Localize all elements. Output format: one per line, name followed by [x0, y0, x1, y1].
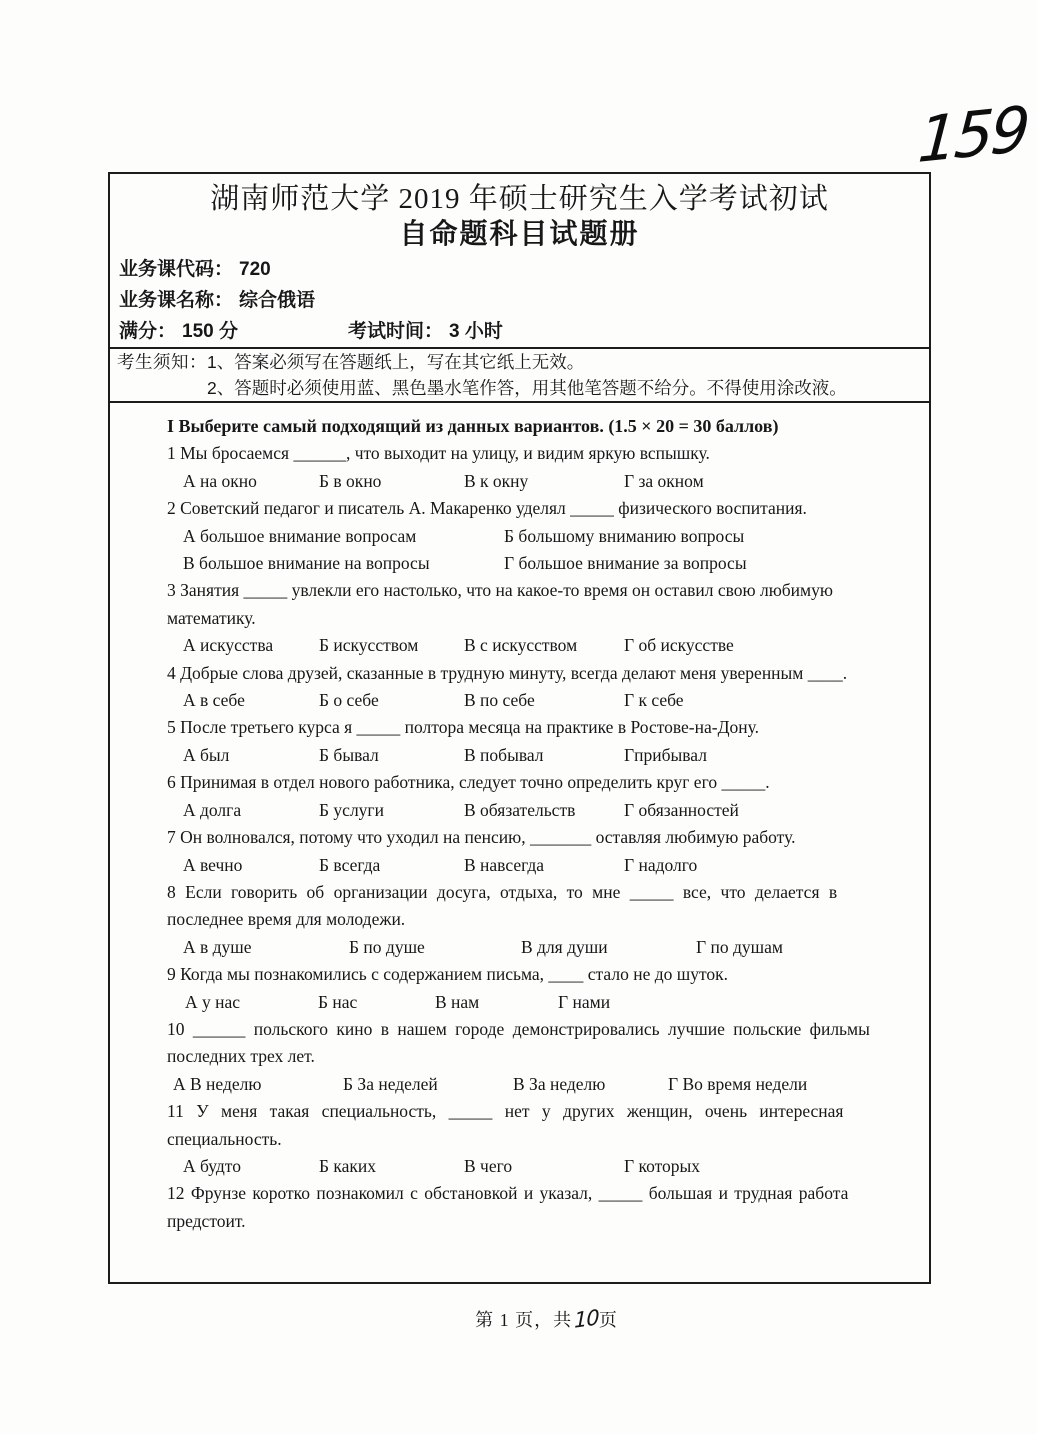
- candidate-notice-block: [110, 349, 929, 401]
- question-3-options: [167, 632, 903, 659]
- question-12-text-continued: предстоит.: [167, 1210, 246, 1231]
- course-name-label: 业务课名称：: [119, 290, 234, 311]
- page-number-prefix: 第 1 页，共: [475, 1310, 573, 1330]
- question-6: [167, 769, 903, 824]
- notice-line-1: [117, 349, 929, 375]
- question-1-text: 1 Мы бросаемся ______, что выходит на улицу, и видим яркую вспышку.: [167, 443, 710, 464]
- question-8-options: [167, 934, 903, 961]
- option-g: Г об искусстве: [624, 635, 734, 656]
- option-g: Г к себе: [624, 690, 684, 711]
- handwritten-total-pages: 10: [574, 1305, 599, 1333]
- page-number-line: [475, 1306, 618, 1332]
- question-3: [167, 577, 903, 659]
- option-a: А в себе: [183, 690, 245, 711]
- option-a: А в душе: [183, 936, 252, 957]
- question-8-text-continued: последнее время для молодежи.: [167, 909, 406, 930]
- option-b: Б За неделей: [343, 1073, 438, 1094]
- page-footer: [0, 1306, 1037, 1332]
- exam-time-value: 3 小时: [449, 321, 503, 342]
- question-4: [167, 660, 903, 715]
- question-11-text-continued: специальность.: [167, 1128, 282, 1149]
- option-v: В чего: [464, 1155, 513, 1176]
- option-a: А искусства: [183, 635, 274, 656]
- exam-title: 湖南师范大学 2019 年硕士研究生入学考试初试: [210, 183, 829, 215]
- exam-meta-block: [110, 254, 929, 347]
- question-2-text: 2 Советский педагог и писатель А. Макаренко уделял _____ физического воспитания.: [167, 498, 807, 519]
- exam-subtitle: 自命题科目试题册: [399, 218, 640, 249]
- option-g: Г большое внимание за вопросы: [504, 553, 747, 574]
- option-v: В обязательств: [464, 799, 576, 820]
- option-a: А будто: [183, 1155, 241, 1176]
- option-g: Г которых: [624, 1155, 701, 1176]
- question-4-text: 4 Добрые слова друзей, сказанные в трудную минуту, всегда делают меня уверенным ____.: [167, 662, 848, 683]
- question-10-text-continued: последних трех лет.: [167, 1046, 315, 1067]
- question-9: [167, 961, 903, 1016]
- option-b: Б большому вниманию вопросы: [504, 525, 745, 546]
- option-g: Г нами: [558, 991, 611, 1012]
- option-v: В навсегда: [464, 854, 545, 875]
- question-7-text: 7 Он волновался, потому что уходил на пенсию, _______ оставляя любимую работу.: [167, 827, 796, 848]
- question-9-options: [167, 989, 903, 1016]
- page-number-suffix: 页: [598, 1310, 618, 1330]
- course-code-label: 业务课代码：: [119, 259, 234, 280]
- option-b: Б о себе: [319, 690, 379, 711]
- question-5: [167, 714, 903, 769]
- full-score-pair: [119, 316, 348, 347]
- option-a: А большое внимание вопросам: [183, 525, 417, 546]
- question-5-options: [167, 742, 903, 769]
- question-2: [167, 495, 903, 577]
- question-5-text: 5 После третьего курса я _____ полтора месяца на практике в Ростове-на-Дону.: [167, 717, 760, 738]
- option-v: В большое внимание на вопросы: [183, 553, 430, 574]
- question-1: [167, 440, 903, 495]
- option-g: Г надолго: [624, 854, 698, 875]
- question-10: [167, 1016, 903, 1098]
- exam-header-and-body-box: [108, 172, 931, 1284]
- option-a: А на окно: [183, 470, 257, 491]
- title-block: [110, 182, 929, 252]
- question-11: [167, 1098, 903, 1180]
- option-b: Б услуги: [319, 799, 384, 820]
- question-12: [167, 1180, 903, 1235]
- full-score-value: 150 分: [182, 321, 238, 342]
- option-b: Б нас: [318, 991, 358, 1012]
- option-g: Г по душам: [696, 936, 783, 957]
- option-g: Г Во время недели: [668, 1073, 808, 1094]
- question-10-options: [167, 1071, 903, 1098]
- option-a: А долга: [183, 799, 242, 820]
- option-b: Б бывал: [319, 744, 379, 765]
- score-time-row: [119, 316, 929, 347]
- exam-time-label: 考试时间：: [348, 321, 444, 342]
- option-b: Б искусством: [319, 635, 419, 656]
- option-v: В по себе: [464, 690, 535, 711]
- option-v: В побывал: [464, 744, 544, 765]
- question-7: [167, 824, 903, 879]
- option-g: Гприбывал: [624, 744, 707, 765]
- question-12-text: 12 Фрунзе коротко познакомил с обстановкой и указал, _____ большая и трудная работа: [167, 1183, 849, 1204]
- course-code-row: [119, 254, 929, 285]
- question-10-text: 10 ______ польского кино в нашем городе демонстрировались лучшие польские фильмы: [167, 1018, 870, 1039]
- question-1-options: [167, 468, 903, 495]
- exam-questions-area: [110, 403, 929, 1235]
- option-v: В нам: [435, 991, 480, 1012]
- notice-line-2: [117, 375, 929, 401]
- question-4-options: [167, 687, 903, 714]
- option-a: А вечно: [183, 854, 243, 875]
- option-v: В с искусством: [464, 635, 578, 656]
- option-a: А В неделю: [173, 1073, 262, 1094]
- handwritten-corner-number: 159: [915, 91, 1030, 178]
- option-v: В к окну: [464, 470, 529, 491]
- option-v: В для души: [521, 936, 608, 957]
- question-3-text-continued: математику.: [167, 607, 256, 628]
- course-name-value: 综合俄语: [239, 290, 316, 311]
- notice-rule-1: 1、答案必须写在答题纸上，写在其它纸上无效。: [207, 352, 585, 372]
- question-11-text: 11 У меня такая специальность, _____ нет у других женщин, очень интересная: [167, 1101, 844, 1122]
- course-name-row: [119, 285, 929, 316]
- course-code-value: 720: [239, 259, 271, 280]
- option-b: Б каких: [319, 1155, 377, 1176]
- question-2-options: [167, 523, 903, 578]
- exam-time-pair: [348, 316, 503, 347]
- option-a: А был: [183, 744, 230, 765]
- question-7-options: [167, 852, 903, 879]
- option-b: Б всегда: [319, 854, 381, 875]
- question-6-text: 6 Принимая в отдел нового работника, следует точно определить круг его _____.: [167, 772, 770, 793]
- option-a: А у нас: [185, 991, 241, 1012]
- question-8: [167, 879, 903, 961]
- notice-label: 考生须知：: [117, 352, 207, 372]
- option-g: Г за окном: [624, 470, 704, 491]
- question-8-text: 8 Если говорить об организации досуга, отдыха, то мне _____ все, что делается в: [167, 881, 838, 902]
- section-1-heading: I Выберите самый подходящий из данных вариантов. (1.5 × 20 = 30 баллов): [167, 416, 779, 436]
- option-g: Г обязанностей: [624, 799, 739, 820]
- option-v: В За неделю: [513, 1073, 606, 1094]
- full-score-label: 满分：: [119, 321, 177, 342]
- question-3-text: 3 Занятия _____ увлекли его настолько, что на какое-то время он оставил свою любимую: [167, 580, 833, 601]
- option-b: Б по душе: [349, 936, 425, 957]
- option-b: Б в окно: [319, 470, 382, 491]
- question-9-text: 9 Когда мы познакомились с содержанием письма, ____ стало не до шуток.: [167, 964, 729, 985]
- question-11-options: [167, 1153, 903, 1180]
- question-6-options: [167, 797, 903, 824]
- notice-rule-2: 2、答题时必须使用蓝、黑色墨水笔作答，用其他笔答题不给分。不得使用涂改液。: [207, 378, 847, 398]
